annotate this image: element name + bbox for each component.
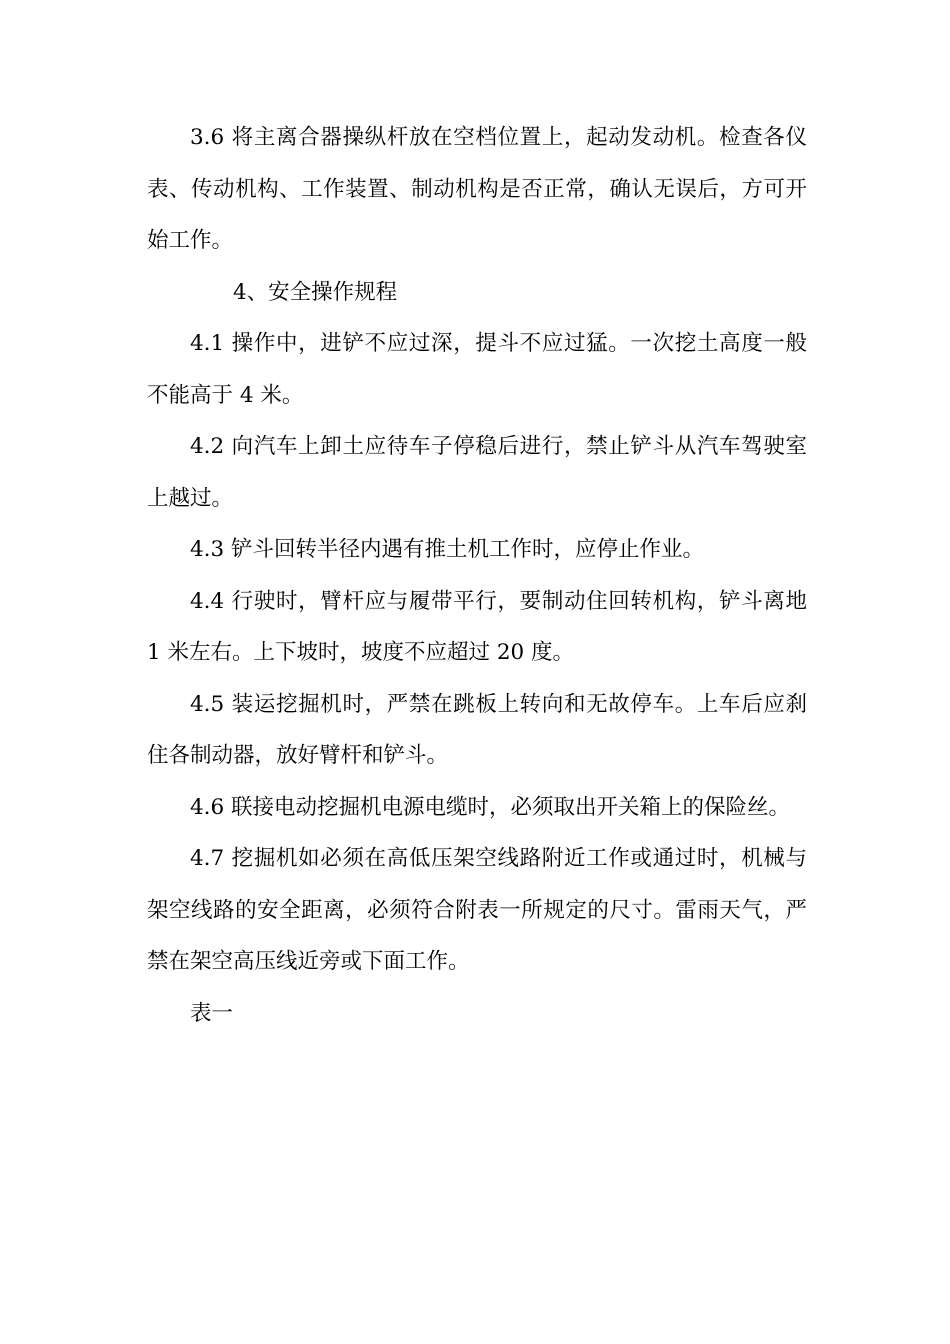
paragraph-4-3: 4.3 铲斗回转半径内遇有推土机工作时，应停止作业。 (190, 537, 705, 562)
table-caption: 表一 (190, 1000, 234, 1026)
paragraph-4-7: 4.7 挖掘机如必须在高低压架空线路附近工作或通过时，机械与架空线路的安全距离，必须符合附表一所规定的尺寸。雷雨天气，严禁在架空高压线近旁或下面工作。 (147, 846, 807, 974)
paragraph-4-6: 4.6 联接电动挖掘机电源电缆时，必须取出开关箱上的保险丝。 (190, 794, 791, 820)
document-body (147, 112, 807, 1039)
paragraph-4-1: 4.1 操作中，进铲不应过深，提斗不应过猛。一次挖土高度一般不能高于 4 米。 (147, 331, 807, 408)
section-heading-4: 4、安全操作规程 (233, 279, 398, 305)
paragraph-4-4: 4.4 行驶时，臂杆应与履带平行，要制动住回转机构，铲斗离地 1 米左右。上下坡时，坡度不应超过 20 度。 (147, 588, 807, 665)
paragraph-4-5: 4.5 装运挖掘机时，严禁在跳板上转向和无故停车。上车后应刹住各制动器，放好臂杆和铲斗。 (147, 691, 807, 768)
paragraph-4-2: 4.2 向汽车上卸土应待车子停稳后进行，禁止铲斗从汽车驾驶室上越过。 (147, 434, 807, 511)
paragraph-3-6: 3.6 将主离合器操纵杆放在空档位置上，起动发动机。检查各仪表、传动机构、工作装置、制动机构是否正常，确认无误后，方可开始工作。 (147, 125, 807, 253)
